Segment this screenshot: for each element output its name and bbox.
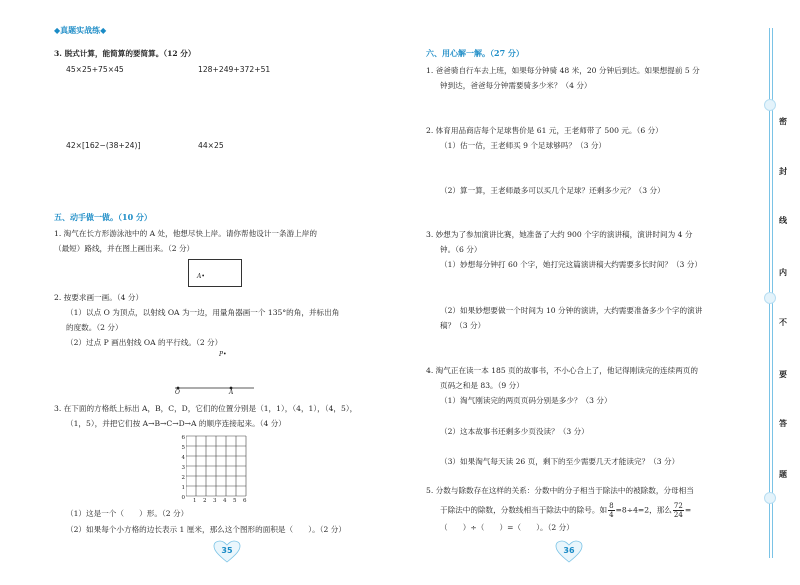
r3-line-4: （2）如果妙想要做一个时间为 10 分钟的演讲，大约需要准备多少个字的演讲 — [440, 306, 703, 315]
ray-oa — [170, 382, 260, 396]
seal-char: 题 — [779, 470, 787, 479]
r5-line-2-part-b: =8÷4=2，那么 — [615, 505, 672, 515]
r2-line-3: （2）算一算，王老师最多可以买几个足球？还剩多少元？（3 分） — [440, 186, 665, 195]
grid-x-label: 3 — [213, 498, 217, 504]
r3-line-3: （1）妙想每分钟打 60 个字，她打完这篇演讲稿大约需要多长时间？（3 分） — [440, 260, 702, 269]
point-a-ray-label: A — [229, 389, 234, 396]
grid-y-label: 3 — [181, 465, 185, 471]
grid-y-label: 0 — [181, 495, 185, 501]
q3-expr-1: 45×25+75×45 — [66, 65, 124, 74]
p2-line-3: 的度数。（2 分） — [66, 323, 123, 332]
q3-title: 3. 脱式计算，能简算的要简算。（12 分） — [54, 49, 196, 58]
grid-y-label: 6 — [181, 435, 185, 441]
seal-char: 不 — [779, 318, 787, 327]
r5-line-1: 5. 分数与除数存在这样的关系：分数中的分子相当于除法中的被除数，分母相当 — [426, 486, 694, 495]
point-a-label: A• — [197, 273, 205, 280]
r4-line-2: 页码之和是 83。（9 分） — [440, 381, 524, 390]
fraction-numerator: 72 — [673, 502, 683, 510]
point-p-label: P• — [219, 351, 227, 358]
r1-line-2: 钟到达，爸爸每分钟需要骑多少米？（4 分） — [440, 81, 592, 90]
q3-expr-3: 42×[162−(38+24)] — [66, 141, 141, 150]
r1-line-1: 1. 爸爸骑自行车去上班，如果每分钟骑 48 米，20 分钟后到达。如果想提前 5 分 — [426, 66, 700, 75]
grid-x-label: 4 — [223, 498, 227, 504]
seal-char: 答 — [779, 419, 787, 428]
grid-y-label: 5 — [181, 445, 185, 451]
grid-y-label: 1 — [181, 485, 185, 491]
r2-line-1: 2. 体育用品商店每个足球售价是 61 元，王老师带了 500 元。（6 分） — [426, 126, 663, 135]
grid-y-label: 4 — [181, 455, 185, 461]
grid-y-axis-labels — [180, 433, 185, 503]
grid-y-label: 2 — [181, 475, 185, 481]
fraction-denominator: 24 — [673, 511, 683, 519]
q3-expr-2: 128+249+372+51 — [198, 65, 271, 74]
r5-line-2-part-a: 于除法中的除数，分数线相当于除法中的除号。如 — [440, 505, 608, 515]
point-o-label: O — [175, 389, 180, 396]
page-number-right: 36 — [563, 546, 575, 555]
grid-x-label: 6 — [243, 498, 247, 504]
grid-x-label: 5 — [233, 498, 237, 504]
fraction-numerator: 8 — [609, 502, 614, 510]
p2-line-4: （2）过点 P 画出射线 OA 的平行线。（2 分） — [66, 338, 223, 347]
coordinate-grid — [186, 432, 256, 500]
p3-line-1: 3. 在下面的方格纸上标出 A，B，C，D，它们的位置分别是（1，1），（4，1），（4，5）， — [54, 404, 358, 413]
grid-x-axis-labels — [193, 498, 253, 505]
r4-line-5: （3）如果淘气每天读 26 页，剩下的至少需要几天才能读完？（3 分） — [440, 457, 680, 466]
seal-char: 密 — [779, 117, 787, 126]
fraction-72-over-24 — [673, 502, 684, 519]
section-5-title: 五、动手做一做。（10 分） — [54, 212, 152, 222]
r4-line-3: （1）淘气刚读完的两页页码分别是多少？（3 分） — [440, 396, 612, 405]
section-6-title: 六、用心解一解。（27 分） — [426, 48, 524, 58]
page-number-left: 35 — [221, 546, 233, 555]
swimming-pool-rectangle — [188, 259, 242, 287]
r3-line-1: 3. 妙想为了参加演讲比赛，她准备了大约 900 个字的演讲稿，演讲时间为 4 分 — [426, 230, 693, 239]
binding-hole — [764, 492, 776, 504]
r5-line-3: （ ）÷（ ）=（ ）。（2 分） — [440, 523, 574, 532]
seal-char: 内 — [779, 268, 787, 277]
r5-line-2 — [440, 502, 691, 519]
seal-char: 要 — [779, 370, 787, 379]
grid-x-label: 2 — [203, 498, 207, 504]
p2-line-2: （1）以点 O 为顶点，以射线 OA 为一边，用量角器画一个 135°的角，并标出角 — [66, 308, 340, 317]
p2-line-1: 2. 按要求画一画。（4 分） — [54, 293, 144, 302]
p1-line-1: 1. 淘气在长方形游泳池中的 A 处，他想尽快上岸。请你帮他设计一条游上岸的 — [54, 229, 317, 238]
p3-sub-1: （1）这是一个（ ）形。（2 分） — [66, 509, 189, 518]
fraction-denominator: 4 — [609, 511, 614, 519]
q3-expr-4: 44×25 — [198, 141, 224, 150]
binding-hole — [764, 99, 776, 111]
r5-line-2-part-c: = — [684, 505, 692, 515]
practice-banner: ◆真题实战练◆ — [54, 26, 107, 35]
p1-line-2: （最短）路线，并在图上画出来。（2 分） — [54, 244, 195, 253]
binding-hole — [764, 292, 776, 304]
r3-line-5: 稿？（3 分） — [440, 321, 486, 330]
seal-char: 线 — [779, 216, 787, 225]
r4-line-4: （2）这本故事书还剩多少页没读？（3 分） — [440, 427, 589, 436]
grid-x-label: 1 — [193, 498, 197, 504]
p3-line-2: （1，5），并把它们按 A→B→C→D→A 的顺序连接起来。（4 分） — [66, 419, 286, 428]
r4-line-1: 4. 淘气正在读一本 185 页的故事书，不小心合上了，他记得刚读完的连续两页的 — [426, 366, 698, 375]
p3-sub-2: （2）如果每个小方格的边长表示 1 厘米，那么这个图形的面积是（ ）。（2 分） — [66, 525, 346, 534]
fraction-8-over-4 — [608, 502, 614, 519]
seal-char: 封 — [779, 167, 787, 176]
r3-line-2: 钟。（6 分） — [440, 245, 482, 254]
r2-line-2: （1）估一估，王老师买 9 个足球够吗？（3 分） — [440, 141, 607, 150]
